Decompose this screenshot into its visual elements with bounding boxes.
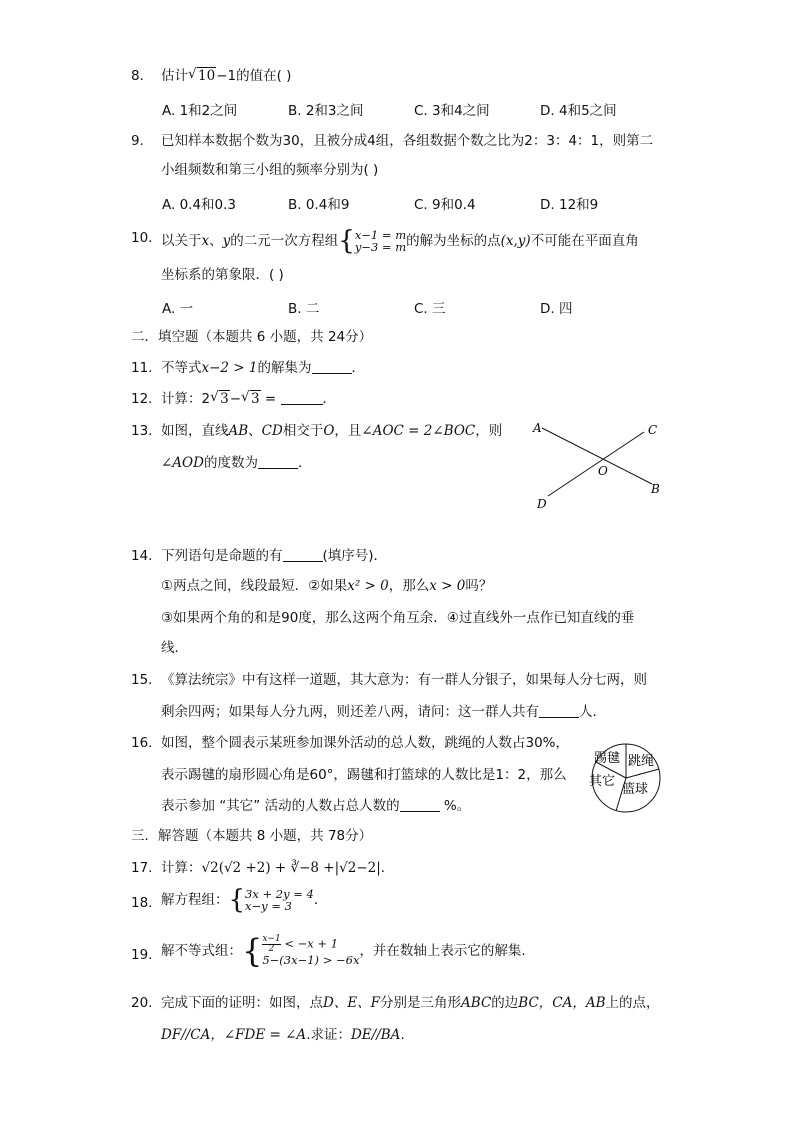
question-20-line2 [161,1025,405,1045]
question-16-line2: 表示踢毽的扇形圆心角是60°，踢毽和打篮球的人数比是1：2，那么 [161,767,567,783]
point-o: O [323,423,335,439]
question-text: 人． [579,704,606,720]
left-brace: { [242,932,263,970]
option-b: B. 2和3之间 [288,103,364,119]
triangle-abc: ABC [461,995,492,1011]
sqrt-expression: √ 10 [188,66,216,84]
pie-label-tiaosheng: 跳绳 [628,754,655,769]
separator: 、 [209,233,223,249]
question-text: 解方程组： [161,892,229,908]
sqrt-expression: √ 3 [210,389,229,407]
punctuation: ． [322,391,336,407]
punctuation: ． [297,455,312,471]
intersecting-lines-figure [528,416,668,516]
equation-2: x−y = 3 [245,899,292,913]
question-text: 估计 [161,68,188,84]
option-c: C. 9和0.4 [414,197,476,213]
pie-label-qita: 其它 [589,774,616,789]
question-text: 的二元一次方程组 [230,233,339,249]
inequality-system [262,935,359,967]
denominator: 2 [268,944,275,954]
equals: = [260,391,281,407]
given-conditions: DF//CA，∠FDE = ∠A [161,1027,307,1043]
option-c: C. 3和4之间 [414,103,490,119]
inequality-1: < −x + 1 [284,936,339,951]
question-text: 分别是三角形 [380,995,462,1011]
answer-blank[interactable] [312,359,352,374]
question-text: ，则 [475,423,503,439]
option-a: A. 1和2之间 [162,103,238,119]
answer-blank[interactable] [539,703,579,718]
angle-relation: ∠AOC = 2∠BOC [361,423,476,439]
question-text: 不可能在平面直角 [530,233,639,249]
question-number: 18. [131,895,153,911]
equation-2: y−3 = m [354,240,407,254]
label-a: A [533,421,542,435]
math-expression: √2(√2 +2) + ∛−8 +|√2−2| [201,860,381,876]
angle-aod: ∠AOD [161,455,204,471]
question-15-line2 [161,702,606,722]
question-number: 9. [131,133,144,149]
equation-1: x−1 = m [354,228,407,242]
option-d: D. 4和5之间 [540,103,617,119]
answer-blank[interactable] [283,547,323,562]
option-a: A. 一 [162,301,194,317]
question-text: .求证： [306,1027,351,1043]
inequality-2: 5−(3x−1) > −6x [262,953,360,967]
question-number: 11. [131,360,153,376]
to-prove: DE//BA [350,1027,401,1043]
question-number: 12. [131,391,153,407]
question-text: 坐标系的第象限．( ) [161,267,284,283]
answer-blank[interactable] [400,797,440,812]
inequality: x−2 > 1 [201,360,258,376]
question-text: 的度数为 [203,455,258,471]
activity-pie-chart [586,738,666,818]
question-text: 计算：2 [161,391,211,407]
equation-system [245,888,314,912]
numerator: x−1 [262,934,281,944]
punctuation: ． [351,360,365,376]
question-text: 上的点， [605,995,660,1011]
option-c: C. 三 [414,301,446,317]
label-c: C [648,423,658,437]
question-text: ，并在数轴上表示它的解集． [359,943,535,959]
question-16-line3 [161,796,470,816]
option-d: D. 12和9 [540,197,599,213]
question-text: (填序号)． [322,548,388,564]
question-text: 完成下面的证明：如图，点 [161,995,323,1011]
equation-system [355,229,406,253]
punctuation: ． [380,860,395,876]
question-number: 20. [131,995,153,1011]
question-number: 14. [131,548,153,564]
question-number: 8. [131,68,144,84]
pie-label-lanqiu: 篮球 [622,782,649,797]
question-text: 的解为坐标的点 [406,233,501,249]
line-ab: AB [228,423,249,439]
question-text: %。 [439,798,471,814]
question-text: ，且 [334,423,362,439]
punctuation: . [400,1027,405,1043]
statement-text: ①两点之间，线段最短．②如果 [161,578,348,594]
question-number: 16. [131,735,153,751]
section-heading-answer: 三．解答题（本题共 8 小题，共 78分） [131,828,373,844]
question-text: 小组频数和第三小组的频率分别为( ) [161,162,379,178]
question-14-statements-3: 线． [161,640,188,656]
question-text: 下列语句是命题的有 [161,548,283,564]
left-brace: { [338,226,355,256]
label-o: O [598,464,608,478]
var-x: x [201,233,210,249]
var-y: y [222,233,231,249]
statement-text: ，那么 [388,578,430,594]
equation-1: 3x + 2y = 4 [245,887,314,901]
label-b: B [651,482,660,496]
answer-blank[interactable] [258,454,298,469]
question-text: 剩余四两；如果每人分九两，则还差八两，请问：这一群人共有 [161,704,539,720]
question-text: 以关于 [161,233,202,249]
question-14-statements-1 [161,576,492,596]
punctuation: ． [313,892,328,908]
answer-blank[interactable] [281,390,323,405]
question-text: 如图，直线 [161,423,229,439]
question-text: 的边 [491,995,519,1011]
operator: − [229,391,241,407]
question-number: 15. [131,672,153,688]
question-text: 不等式 [161,360,202,376]
sqrt-expression: √ 3 [241,389,260,407]
question-number: 17. [131,860,153,876]
section-heading-fill-blank: 二．填空题（本题共 6 小题，共 24分） [131,329,373,345]
sides: BC，CA，AB [518,995,606,1011]
line-ab-segment [542,428,652,484]
fraction [262,935,280,954]
question-number: 13. [131,423,153,439]
option-b: B. 0.4和9 [288,197,350,213]
question-text: 如图，整个圆表示某班参加课外活动的总人数，跳绳的人数占30%， [161,735,570,751]
question-number: 19. [131,947,153,963]
question-text: 已知样本数据个数为30，且被分成4组，各组数据个数之比为2：3：4：1，则第二 [161,133,654,149]
question-text: 表示参加 “其它” 活动的人数占总人数的 [161,798,400,814]
separator: 、 [248,423,262,439]
math-expr: x > 0 [429,578,466,594]
question-text: 相交于 [282,423,324,439]
question-number: 10. [131,230,153,246]
question-13-line2 [161,453,311,473]
question-14-statements-2: ③如果两个角的和是90度，那么这两个角互余．④过直线外一点作已知直线的垂 [161,610,635,626]
line-cd-segment [548,432,644,496]
math-expr: x² > 0 [347,578,389,594]
line-cd: CD [261,423,283,439]
question-text: 计算： [161,860,202,876]
points-def: D、E、F [323,995,381,1011]
question-text: 的解集为 [257,360,312,376]
label-d: D [537,497,547,511]
option-b: B. 二 [288,301,320,317]
pie-label-tijian: 踢毽 [594,751,621,766]
point-xy: (x,y) [500,233,531,249]
statement-text: 吗？ [465,578,493,594]
question-text: −1的值在( ) [216,68,292,84]
option-a: A. 0.4和0.3 [162,197,237,213]
question-text: 解不等式组： [161,943,242,959]
option-d: D. 四 [540,301,573,317]
left-brace: { [228,885,246,915]
question-text: 《算法统宗》中有这样一道题，其大意为：有一群人分银子，如果每人分七两，则 [161,672,647,688]
